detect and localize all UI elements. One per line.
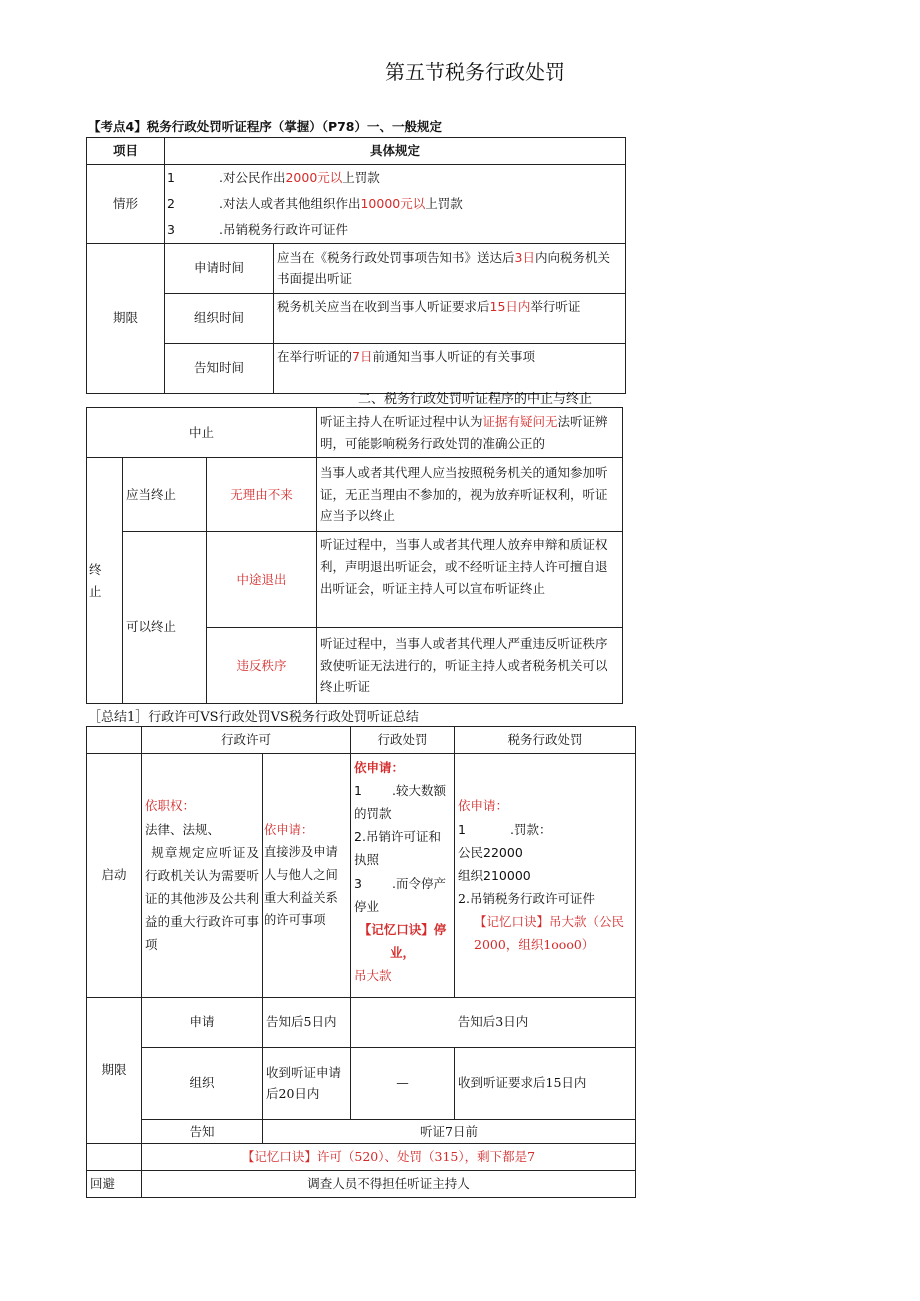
detail-no-show: 当事人或者其代理人应当按照税务机关的通知参加听证，无正当理由不参加的，视为放弃听证权利，听证应当予以终止	[317, 458, 623, 532]
permit-ex-officio: 依职权： 法律、法规、 规章规定应听证及行政机关认为需要听证的其他涉及公共利益的重大行政许可事项	[142, 753, 263, 997]
rule-line-2: 2 .对法人或者其他组织作出 10000元以 上罚款	[167, 195, 463, 211]
penalty-item-2: 2.吊销许可证和执照	[354, 829, 441, 868]
organize-time-label: 组织时间	[165, 293, 274, 343]
deadline-mnemonic: 【记忆口诀】许可（520）、处罚（315），剩下都是7	[142, 1143, 636, 1170]
situation-rules	[165, 164, 626, 243]
recusal-label: 回避	[87, 1170, 142, 1197]
tax-citizen: 公民22000	[458, 844, 523, 860]
org-tax: 收到听证要求后15日内	[455, 1047, 636, 1119]
org-label: 组织	[142, 1047, 263, 1119]
header-penalty: 行政处罚	[351, 727, 455, 754]
notify-time-label: 告知时间	[165, 343, 274, 393]
penalty-apply: 依申请： 1 .较大数额的罚款 2.吊销许可证和执照 3 .而令停产停业 【记忆口诀】停业， 吊大款	[351, 753, 455, 997]
tax-apply: 依申请： 1 .罚款： 公民22000 组织210000 2.吊销税务行政许可证件 【记忆口诀】吊大款（公民2000，组织1ooo0）	[455, 753, 636, 997]
apply-label: 申请	[142, 997, 263, 1047]
mnemonic-spacer	[87, 1143, 142, 1170]
start-label: 启动	[87, 753, 142, 997]
reason-withdraw: 中途退出	[207, 532, 317, 628]
rule-line-1: 1 .对公民作出 2000元以 上罚款	[167, 169, 380, 185]
permit-apply: 依申请： 直接涉及申请人与他人之间重大利益关系的许可事项	[263, 753, 351, 997]
situation-label: 情形	[87, 164, 165, 243]
penalty-mnemonic: 【记忆口诀】停业，	[358, 921, 447, 960]
rule-line-3: 3 .吊销税务行政许可证件	[167, 221, 348, 237]
summary-deadline-label: 期限	[87, 997, 142, 1143]
penalty-item-3: 3 .而令停产停业	[354, 875, 446, 914]
detail-disorder: 听证过程中，当事人或者其代理人严重违反听证秩序致使听证无法进行的，听证主持人或者税务机关可以终止听证	[317, 628, 623, 704]
detail-withdraw: 听证过程中，当事人或者其代理人放弃申辩和质证权利，声明退出听证会，或不经听证主持人许可擅自退出听证会，听证主持人可以宣布听证终止	[317, 532, 623, 628]
tax-mnemonic: 【记忆口诀】吊大款（公民2000，组织1ooo0）	[474, 914, 625, 953]
section-heading: 【考点4】税务行政处罚听证程序（掌握）（P78）一、一般规定	[88, 119, 443, 134]
terminate-label: 终止	[87, 458, 123, 704]
notify-all: 听证7日前	[263, 1119, 636, 1143]
page-title: 第五节税务行政处罚	[385, 60, 565, 84]
summary-table	[86, 726, 636, 1198]
header-tax-penalty: 税务行政处罚	[455, 727, 636, 754]
tax-line-2: 2.吊销税务行政许可证件	[458, 890, 595, 906]
deadline-label: 期限	[87, 243, 165, 393]
header-permit: 行政许可	[142, 727, 351, 754]
sub-heading: 二、税务行政处罚听证程序的中止与终止	[358, 392, 593, 407]
suspend-terminate-table	[86, 407, 623, 704]
apply-time-label: 申请时间	[165, 243, 274, 293]
col-rule-header: 具体规定	[165, 138, 626, 165]
notify-time-rule: 在举行听证的7日前通知当事人听证的有关事项	[274, 343, 626, 393]
reason-no-show: 无理由不来	[207, 458, 317, 532]
summary-corner	[87, 727, 142, 754]
penalty-mnemonic-2: 吊大款	[354, 968, 392, 983]
recusal-text: 调查人员不得担任听证主持人	[142, 1170, 636, 1197]
reason-disorder: 违反秩序	[207, 628, 317, 704]
org-permit: 收到听证申请后20日内	[263, 1047, 351, 1119]
tax-org: 组织210000	[458, 867, 531, 883]
apply-time-rule: 应当在《税务行政处罚事项告知书》送达后3日内向税务机关书面提出听证	[274, 243, 626, 293]
must-terminate-label: 应当终止	[123, 458, 207, 532]
suspend-label: 中止	[87, 408, 317, 458]
suspend-detail: 听证主持人在听证过程中认为证据有疑问无法听证辨明，可能影响税务行政处罚的准确公正的	[317, 408, 623, 458]
general-rules-table	[86, 137, 626, 394]
apply-permit: 告知后5日内	[263, 997, 351, 1047]
tax-line-1: 1 .罚款：	[458, 821, 552, 837]
apply-other: 告知后3日内	[351, 997, 636, 1047]
org-penalty: —	[351, 1047, 455, 1119]
col-item-header: 项目	[87, 138, 165, 165]
notify-label: 告知	[142, 1119, 263, 1143]
summary-heading: ［总结1］行政许可VS行政处罚VS税务行政处罚听证总结	[88, 710, 419, 725]
may-terminate-label: 可以终止	[123, 532, 207, 704]
organize-time-rule: 税务机关应当在收到当事人听证要求后15日内举行听证	[274, 293, 626, 343]
penalty-item-1: 1 .较大数额的罚款	[354, 783, 446, 822]
